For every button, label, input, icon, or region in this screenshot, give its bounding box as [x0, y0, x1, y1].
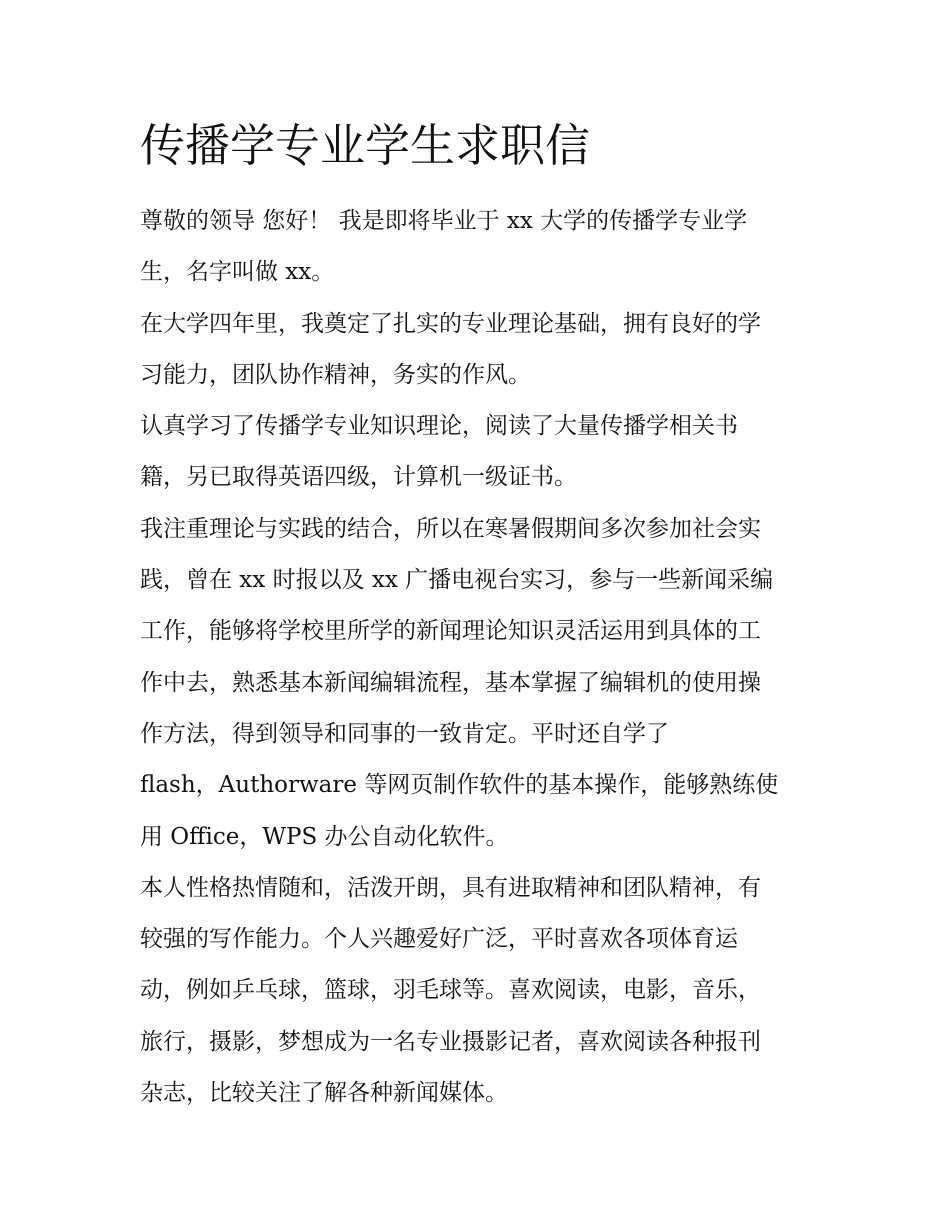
- text-line: 生，名字叫做 xx。: [140, 259, 335, 286]
- text-line: 旅行，摄影，梦想成为一名专业摄影记者，喜欢阅读各种报刊: [140, 1028, 761, 1055]
- text-line: 习能力，团队协作精神，务实的作风。: [140, 361, 531, 388]
- text-line: 杂志，比较关注了解各种新闻媒体。: [140, 1080, 508, 1107]
- text-line: 作方法，得到领导和同事的一致肯定。平时还自学了: [140, 720, 669, 747]
- letter-body: [140, 196, 816, 1119]
- text-line: 本人性格热情随和，活泼开朗，具有进取精神和团队精神，有: [140, 874, 761, 901]
- text-line: 工作，能够将学校里所学的新闻理论知识灵活运用到具体的工: [140, 618, 761, 645]
- page-title: 传播学专业学生求职信: [140, 119, 591, 172]
- text-line: 我注重理论与实践的结合，所以在寒暑假期间多次参加社会实: [140, 515, 761, 542]
- text-line: 在大学四年里，我奠定了扎实的专业理论基础，拥有良好的学: [140, 310, 761, 337]
- text-line: flash，Authorware 等网页制作软件的基本操作，能够熟练使: [140, 772, 779, 799]
- text-line: 尊敬的领导 您好！ 我是即将毕业于 xx 大学的传播学专业学: [140, 208, 748, 234]
- text-line: 认真学习了传播学专业知识理论，阅读了大量传播学相关书: [140, 413, 738, 440]
- text-line: 籍，另已取得英语四级，计算机一级证书。: [140, 464, 577, 491]
- text-line: 践，曾在 xx 时报以及 xx 广播电视台实习，参与一些新闻采编: [140, 567, 774, 594]
- text-line: 用 Office，WPS 办公自动化软件。: [140, 823, 509, 850]
- text-line: 动，例如乒乓球，篮球，羽毛球等。喜欢阅读，电影，音乐，: [140, 977, 761, 1004]
- text-line: 作中去，熟悉基本新闻编辑流程，基本掌握了编辑机的使用操: [140, 669, 761, 696]
- text-line: 较强的写作能力。个人兴趣爱好广泛，平时喜欢各项体育运: [140, 926, 738, 953]
